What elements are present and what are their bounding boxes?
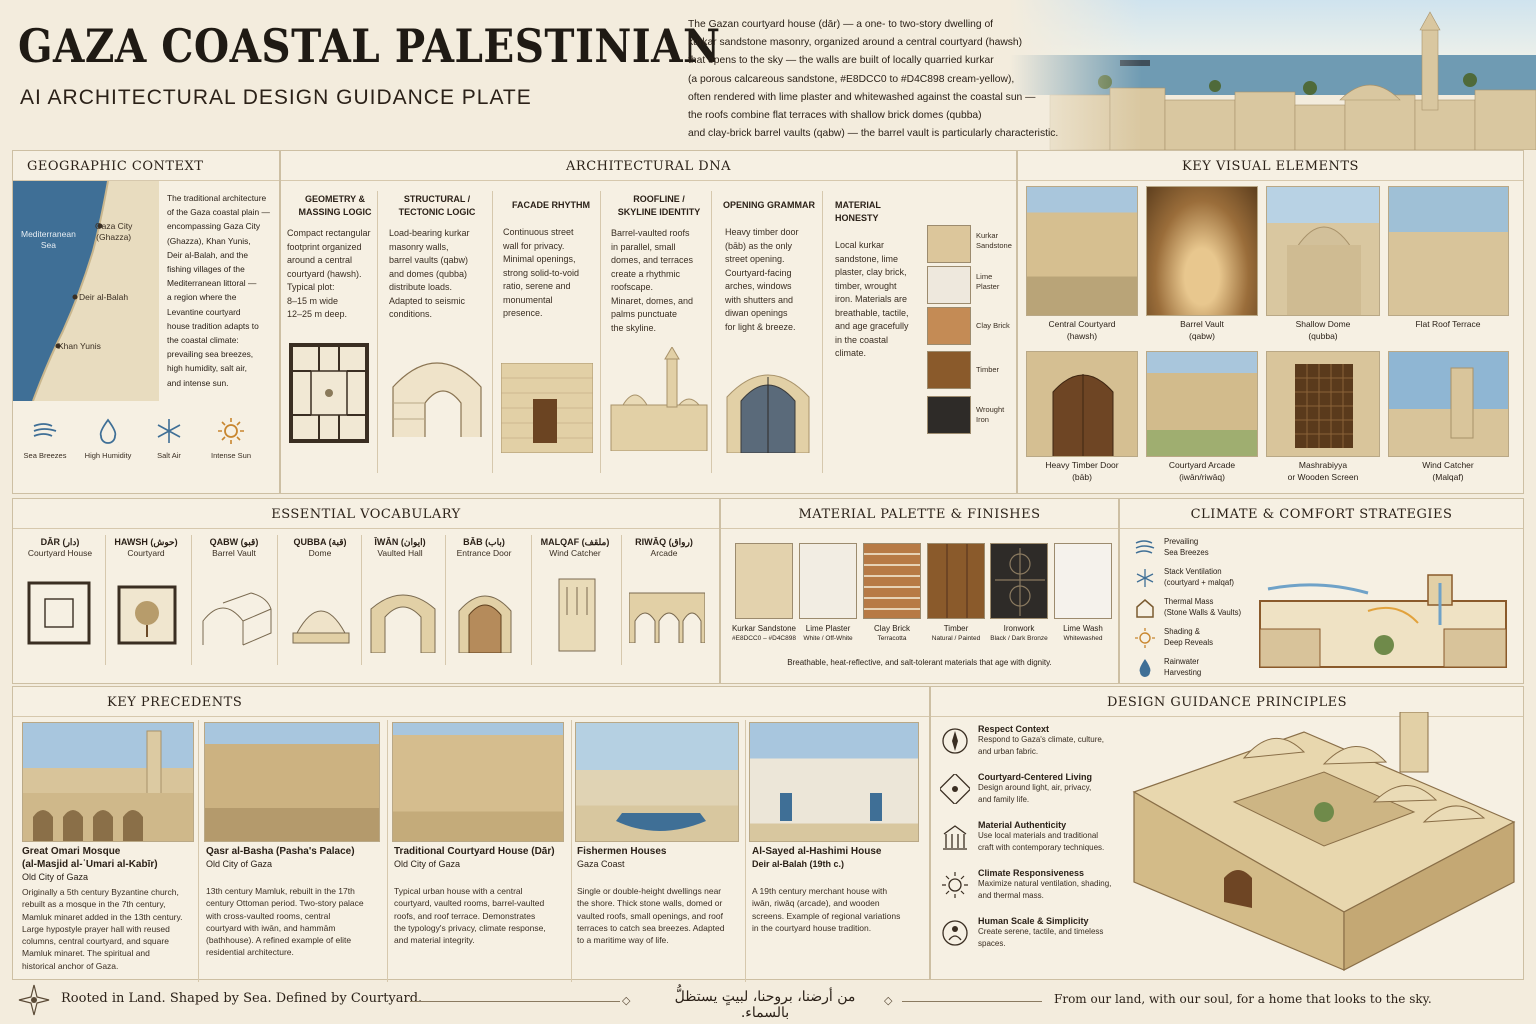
footer-arabic-motto: من أرضنا، بروحنا، لبيتٍ يستظلُّ بالسماء.: [674, 989, 856, 1021]
humidity-item: High Humidity: [79, 416, 137, 461]
kve-title: KEY VISUAL ELEMENTS: [1182, 159, 1359, 174]
riwaq-sketch: [629, 587, 705, 643]
geo-description: The traditional architecture of the Gaza coastal plain — encompassing Gaza City (Ghazza), Khan Yunis, Deir al-Balah, and the fishing villages of the Mediterranean littoral — a region where the Levantine courtyard house tradition adapts to the coastal climate: prevailing sea breezes, high humidity, salt air, and intense sun.: [167, 193, 270, 388]
gaza-map: [13, 181, 159, 401]
geographic-context-panel: [12, 150, 280, 494]
prec-title: KEY PRECEDENTS: [107, 695, 243, 710]
dna-col-roofline: ROOFLINE / SKYLINE IDENTITY Barrel-vaulted roofs in parallel, small domes, and terraces create a rhythmic roofscape. Minaret, domes, and palms punctuate the skyline.: [611, 194, 701, 333]
compass-icon: [940, 726, 970, 756]
palette-note: Breathable, heat-reflective, and salt-tolerant materials that age with dignity.: [787, 658, 1052, 667]
vocab-malqaf: MALQAF (ملقف) Wind Catcher: [540, 537, 610, 558]
diamond-ornament-icon: ◇: [622, 995, 631, 1007]
iwan-sketch: [369, 587, 437, 653]
person-icon: [940, 918, 970, 948]
palette-brick: [863, 543, 921, 619]
sun-icon: [1134, 627, 1156, 649]
lime-swatch: [927, 266, 971, 304]
deir-al-balah-label: Deir al-Balah: [79, 292, 129, 302]
dna-col-structural: STRUCTURAL / TECTONIC LOGIC Load-bearing kurkar masonry walls, barrel vaults (qabw) and domes (qubba) distribute loads. Adapted to seismic conditions.: [389, 194, 476, 319]
timber-door-photo: [1026, 351, 1138, 457]
vocab-qabw: QABW (قبو) Barrel Vault: [209, 537, 259, 558]
kve-caption-7: Mashrabiyya or Wooden Screen: [1287, 460, 1359, 482]
palette-title: MATERIAL PALETTE & FINISHES: [798, 507, 1041, 522]
building-icon: [940, 822, 970, 852]
vocab-qubba: QUBBA (قبة) Dome: [293, 537, 347, 558]
lime-swatch-label: Lime Plaster: [976, 272, 1000, 291]
sun-icon: [940, 870, 970, 900]
dna-col-opening: OPENING GRAMMAR Heavy timber door (bāb) as the only street opening. Courtyard-facing arches, windows with shutters and diwan openings for light & breeze.: [723, 200, 815, 332]
vocab-dar: DĀR (دار) Courtyard House: [27, 537, 93, 558]
dar-sketch: [27, 581, 91, 645]
courtyard-icon: [940, 774, 970, 804]
mashrabiyya-photo: [1266, 351, 1380, 457]
facade-sketch: [501, 363, 593, 453]
clay-swatch: [927, 307, 971, 345]
khan-yunis-label: Khan Yunis: [58, 341, 101, 351]
diamond-ornament-icon: ◇: [884, 995, 893, 1007]
qabw-sketch: [199, 591, 275, 647]
page-title: GAZA COASTAL PALESTINIAN: [18, 19, 721, 73]
palette-label-6: Lime Wash Whitewashed: [1063, 624, 1103, 642]
precedent-qasr-basha: Qasr al-Basha (Pasha's Palace) Old City of Gaza 13th century Mamluk, rebuilt in the 17th century Ottoman period. Two-story palace with cross-vaulted rooms, central courtyard with iwān, and hammām (bathhouse). A refined example of elite residential architecture.: [206, 846, 364, 958]
qubba-sketch: [289, 587, 353, 647]
sea-breezes-item: Sea Breezes: [19, 416, 71, 461]
kve-caption-8: Wind Catcher (Malqaf): [1422, 460, 1474, 482]
bab-sketch: [457, 587, 513, 653]
climate-icons: [19, 416, 269, 476]
footer-left-motto: Rooted in Land. Shaped by Sea. Defined by Courtyard.: [61, 991, 423, 1006]
salt-air-item: Salt Air: [144, 416, 194, 461]
palette-label-1: Kurkar Sandstone #E8DCC0 – #D4C898: [731, 624, 797, 642]
vocab-title: ESSENTIAL VOCABULARY: [271, 507, 461, 522]
precedent-courtyard-house: Traditional Courtyard House (Dār) Old City of Gaza Typical urban house with a central courtyard, vaulted rooms, barrel-vaulted roofs, and roof terrace. Demonstrates the typology's privacy, climate response, and material integrity.: [394, 846, 555, 946]
opening-sketch: [725, 363, 811, 453]
dna-title: ARCHITECTURAL DNA: [566, 159, 731, 174]
page-subtitle: AI ARCHITECTURAL DESIGN GUIDANCE PLATE: [20, 86, 532, 109]
malqaf-sketch: [553, 575, 601, 655]
footer: [0, 980, 1536, 1024]
courtyard-house-photo: [392, 722, 564, 842]
iron-swatch-label: Wrought Iron: [976, 405, 1005, 424]
wind-icon: [30, 416, 60, 446]
skyline-illustration: [1010, 0, 1536, 150]
omari-mosque-photo: [22, 722, 194, 842]
sun-icon: [216, 416, 246, 446]
wind-catcher-photo: [1388, 351, 1509, 457]
palette-label-5: Ironwork Black / Dark Bronze: [990, 624, 1048, 642]
timber-swatch-label: Timber: [976, 365, 1000, 374]
dna-col-geometry: GEOMETRY & MASSING LOGIC Compact rectangular footprint organized around a central courtyard (hawsh). Typical plot: 8–15 m wide 12–25 m deep.: [287, 194, 372, 319]
roof-terrace-photo: [1388, 186, 1509, 316]
architectural-dna-panel: [280, 150, 1017, 494]
intro-text: The Gazan courtyard house (dār) — a one- to two-story dwelling of kurkar sandstone masonry, organized around a central courtyard (hawsh) that opens to the sky — the walls are built of locally quarried kurkar (a porous calcareous sandstone, #E8DCC0 to #D4C898 cream-yellow), often rendered with lime plaster and whitewashed against the coastal sun — the roofs combine flat terraces with shallow brick domes (qubba) and clay-brick barrel vaults (qabw) — the barrel vault is particularly characteristic.: [688, 19, 1059, 140]
courtyard-photo: [1026, 186, 1138, 316]
climate-section-diagram: [1258, 571, 1508, 671]
climate-panel: CLIMATE & COMFORT STRATEGIES Prevailing Sea Breezes Stack Ventilation (courtyard + malqaf) Thermal Mass (Stone Walls & Vaults) Shading & Deep Reveals Rainwater Harvesting: [1119, 498, 1524, 684]
wind-icon: [1134, 537, 1156, 557]
hashimi-house-photo: [749, 722, 919, 842]
vocab-riwaq: RIWĀQ (رواق) Arcade: [635, 537, 693, 558]
plan-sketch: [289, 343, 369, 443]
roofline-sketch: [605, 347, 713, 451]
kurkar-swatch: [927, 225, 971, 263]
kve-caption-4: Flat Roof Terrace: [1415, 319, 1481, 329]
sea-label: Mediterranean Sea: [21, 229, 76, 250]
house-icon: [1134, 597, 1156, 619]
palette-timber: [927, 543, 985, 619]
palette-limewash: [1054, 543, 1112, 619]
kve-caption-1: Central Courtyard (hawsh): [1048, 319, 1116, 341]
kve-caption-5: Heavy Timber Door (bāb): [1045, 460, 1119, 482]
footer-right-motto: From our land, with our soul, for a home that looks to the sky.: [1054, 992, 1432, 1006]
intense-sun-item: Intense Sun: [201, 416, 261, 461]
kve-caption-2: Barrel Vault (qabw): [1180, 319, 1224, 341]
precedent-hashimi: Al-Sayed al-Hashimi House Deir al-Balah (19th c.) A 19th century merchant house with iwān, riwāq (arcade), and wooden screens. Example of regional variations in the courtyard house tradition.: [752, 846, 901, 933]
climate-title: CLIMATE & COMFORT STRATEGIES: [1190, 507, 1453, 522]
gaza-city-label: Gaza City (Ghazza): [95, 221, 133, 242]
dna-col-facade: FACADE RHYTHM Continuous street wall for privacy. Minimal openings, strong solid-to-void ratio, serene and monumental presence.: [503, 200, 590, 318]
palette-ironwork: [990, 543, 1048, 619]
droplet-icon: [93, 416, 123, 446]
precedent-omari: Great Omari Mosque (al-Masjid al-ʿUmari al-Kabīr) Old City of Gaza Originally a 5th century Byzantine church, rebuilt as a mosque in the 7th century, Mamluk minaret added in the 13th century. Large hypostyle prayer hall with reused columns, central courtyard, and square Mamluk minaret. The spiritual and historical anchor of Gaza.: [22, 846, 183, 971]
dna-col-material: MATERIAL HONESTY Local kurkar sandstone, lime plaster, clay brick, timber, wrought iron. Materials are breathable, tactile, and age gracefully in the coastal climate.: [835, 200, 909, 358]
kurkar-swatch-label: Kurkar Sandstone: [976, 231, 1012, 250]
vocab-bab: BĀB (باب) Entrance Door: [456, 537, 512, 558]
essential-vocabulary-panel: [12, 498, 720, 684]
dome-photo: [1266, 186, 1380, 316]
barrel-vault-photo: [1146, 186, 1258, 316]
principles-title: DESIGN GUIDANCE PRINCIPLES: [1107, 695, 1347, 710]
material-palette-panel: [720, 498, 1119, 684]
ventilation-icon: [1134, 567, 1156, 589]
clay-swatch-label: Clay Brick: [976, 321, 1010, 330]
compass-rose-icon: [18, 984, 50, 1016]
vocab-hawsh: HAWSH (حوش) Courtyard: [114, 537, 178, 558]
kve-caption-6: Courtyard Arcade (iwān/riwāq): [1168, 460, 1236, 482]
arcade-photo: [1146, 351, 1258, 457]
droplet-icon: [1134, 657, 1156, 679]
qasr-basha-photo: [204, 722, 380, 842]
palette-lime: [799, 543, 857, 619]
timber-swatch: [927, 351, 971, 389]
hawsh-sketch: [117, 585, 177, 645]
axonometric-house-illustration: [1124, 712, 1520, 974]
precedent-fishermen: Fishermen Houses Gaza Coast Single or double-height dwellings near the shore. Thick stone walls, domed or vaulted roofs, small openings, and roof terraces to catch sea breezes. Adapted to a maritime way of life.: [577, 846, 725, 946]
palette-label-4: Timber Natural / Painted: [931, 624, 981, 642]
palette-kurkar: [735, 543, 793, 619]
vault-sketch: [389, 343, 485, 439]
palette-label-2: Lime Plaster White / Off-White: [803, 624, 853, 642]
vocab-iwan: ĪWĀN (ايوان) Vaulted Hall: [374, 537, 426, 558]
iron-swatch: [927, 396, 971, 434]
fishermen-houses-photo: [575, 722, 739, 842]
snowflake-icon: [154, 416, 184, 446]
geo-title: GEOGRAPHIC CONTEXT: [27, 159, 204, 174]
kve-caption-3: Shallow Dome (qubba): [1295, 319, 1351, 341]
palette-label-3: Clay Brick Terracotta: [873, 624, 910, 642]
